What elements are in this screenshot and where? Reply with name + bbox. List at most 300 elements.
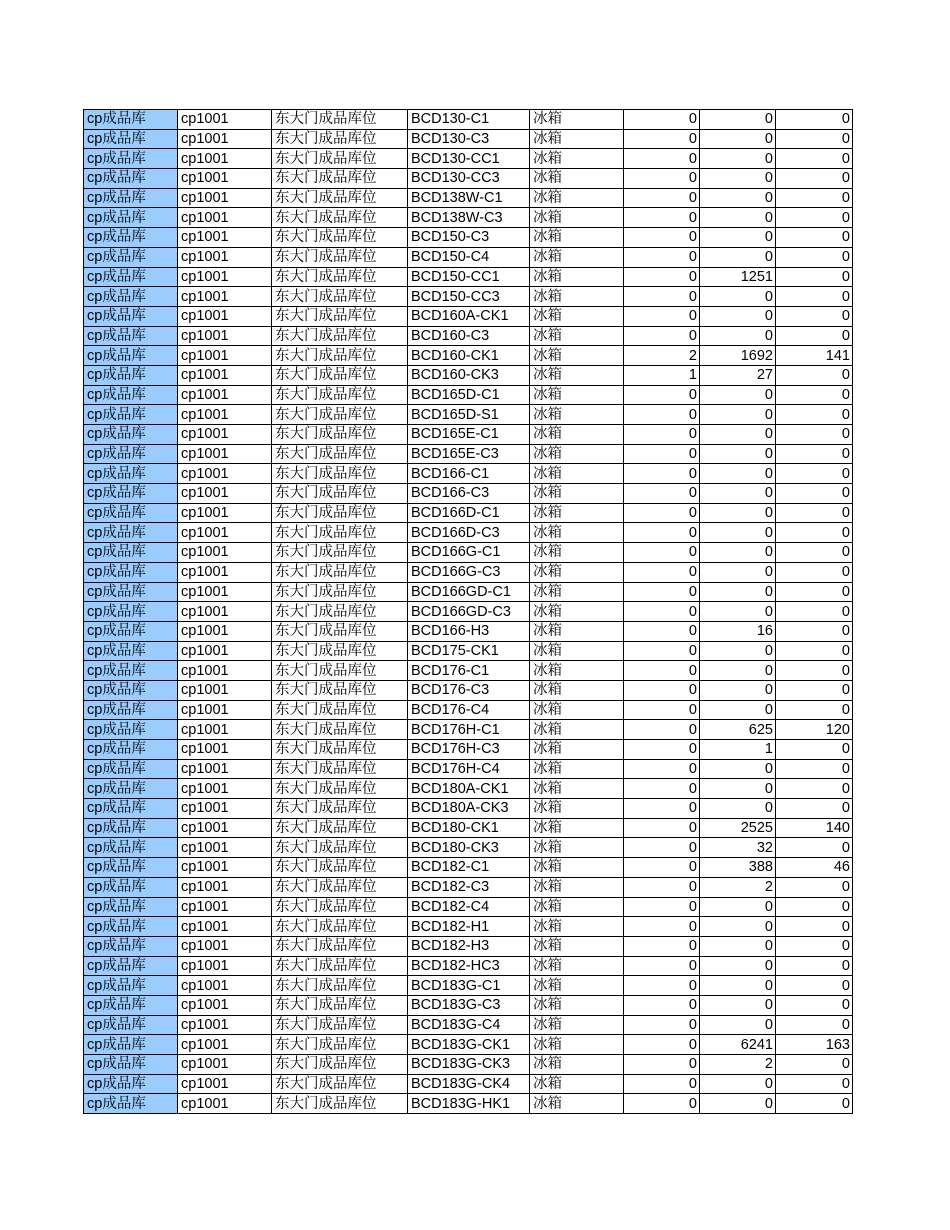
qty2-cell[interactable]: 0 [700, 425, 776, 445]
warehouse-code-cell[interactable]: cp1001 [178, 838, 272, 858]
warehouse-cell[interactable]: cp成品库 [84, 247, 178, 267]
qty1-cell[interactable]: 0 [624, 326, 700, 346]
location-cell[interactable]: 东大门成品库位 [272, 543, 408, 563]
category-cell[interactable]: 冰箱 [530, 680, 624, 700]
qty3-cell[interactable]: 0 [776, 976, 853, 996]
warehouse-code-cell[interactable]: cp1001 [178, 779, 272, 799]
model-cell[interactable]: BCD166GD-C3 [408, 602, 530, 622]
warehouse-code-cell[interactable]: cp1001 [178, 995, 272, 1015]
model-cell[interactable]: BCD183G-C3 [408, 995, 530, 1015]
warehouse-code-cell[interactable]: cp1001 [178, 208, 272, 228]
category-cell[interactable]: 冰箱 [530, 818, 624, 838]
category-cell[interactable]: 冰箱 [530, 661, 624, 681]
category-cell[interactable]: 冰箱 [530, 346, 624, 366]
location-cell[interactable]: 东大门成品库位 [272, 1035, 408, 1055]
qty3-cell[interactable]: 0 [776, 543, 853, 563]
category-cell[interactable]: 冰箱 [530, 700, 624, 720]
qty2-cell[interactable]: 0 [700, 917, 776, 937]
qty1-cell[interactable]: 0 [624, 188, 700, 208]
qty1-cell[interactable]: 0 [624, 425, 700, 445]
category-cell[interactable]: 冰箱 [530, 365, 624, 385]
qty3-cell[interactable]: 0 [776, 1094, 853, 1114]
qty2-cell[interactable]: 0 [700, 680, 776, 700]
location-cell[interactable]: 东大门成品库位 [272, 169, 408, 189]
qty2-cell[interactable]: 0 [700, 444, 776, 464]
warehouse-cell[interactable]: cp成品库 [84, 759, 178, 779]
qty1-cell[interactable]: 0 [624, 444, 700, 464]
model-cell[interactable]: BCD176H-C1 [408, 720, 530, 740]
qty2-cell[interactable]: 2525 [700, 818, 776, 838]
location-cell[interactable]: 东大门成品库位 [272, 582, 408, 602]
qty2-cell[interactable]: 27 [700, 365, 776, 385]
location-cell[interactable]: 东大门成品库位 [272, 740, 408, 760]
qty3-cell[interactable]: 0 [776, 503, 853, 523]
category-cell[interactable]: 冰箱 [530, 740, 624, 760]
qty3-cell[interactable]: 0 [776, 779, 853, 799]
warehouse-cell[interactable]: cp成品库 [84, 621, 178, 641]
qty1-cell[interactable]: 0 [624, 306, 700, 326]
warehouse-code-cell[interactable]: cp1001 [178, 700, 272, 720]
qty2-cell[interactable]: 0 [700, 995, 776, 1015]
qty3-cell[interactable]: 0 [776, 385, 853, 405]
warehouse-cell[interactable]: cp成品库 [84, 149, 178, 169]
category-cell[interactable]: 冰箱 [530, 523, 624, 543]
warehouse-code-cell[interactable]: cp1001 [178, 523, 272, 543]
warehouse-code-cell[interactable]: cp1001 [178, 917, 272, 937]
qty3-cell[interactable]: 0 [776, 247, 853, 267]
category-cell[interactable]: 冰箱 [530, 385, 624, 405]
location-cell[interactable]: 东大门成品库位 [272, 680, 408, 700]
warehouse-cell[interactable]: cp成品库 [84, 641, 178, 661]
location-cell[interactable]: 东大门成品库位 [272, 759, 408, 779]
location-cell[interactable]: 东大门成品库位 [272, 385, 408, 405]
qty1-cell[interactable]: 0 [624, 149, 700, 169]
warehouse-cell[interactable]: cp成品库 [84, 838, 178, 858]
qty1-cell[interactable]: 0 [624, 1035, 700, 1055]
qty2-cell[interactable]: 0 [700, 661, 776, 681]
qty1-cell[interactable]: 0 [624, 582, 700, 602]
qty2-cell[interactable]: 0 [700, 759, 776, 779]
category-cell[interactable]: 冰箱 [530, 503, 624, 523]
warehouse-code-cell[interactable]: cp1001 [178, 1055, 272, 1075]
category-cell[interactable]: 冰箱 [530, 838, 624, 858]
qty1-cell[interactable]: 0 [624, 484, 700, 504]
model-cell[interactable]: BCD160-CK1 [408, 346, 530, 366]
category-cell[interactable]: 冰箱 [530, 995, 624, 1015]
qty3-cell[interactable]: 141 [776, 346, 853, 366]
qty1-cell[interactable]: 0 [624, 680, 700, 700]
warehouse-cell[interactable]: cp成品库 [84, 680, 178, 700]
warehouse-cell[interactable]: cp成品库 [84, 169, 178, 189]
warehouse-code-cell[interactable]: cp1001 [178, 759, 272, 779]
warehouse-code-cell[interactable]: cp1001 [178, 562, 272, 582]
category-cell[interactable]: 冰箱 [530, 149, 624, 169]
category-cell[interactable]: 冰箱 [530, 208, 624, 228]
qty1-cell[interactable]: 0 [624, 838, 700, 858]
warehouse-code-cell[interactable]: cp1001 [178, 1015, 272, 1035]
qty2-cell[interactable]: 2 [700, 1055, 776, 1075]
model-cell[interactable]: BCD180A-CK3 [408, 799, 530, 819]
qty1-cell[interactable]: 0 [624, 523, 700, 543]
model-cell[interactable]: BCD182-HC3 [408, 956, 530, 976]
warehouse-code-cell[interactable]: cp1001 [178, 877, 272, 897]
qty2-cell[interactable]: 16 [700, 621, 776, 641]
warehouse-cell[interactable]: cp成品库 [84, 208, 178, 228]
location-cell[interactable]: 东大门成品库位 [272, 995, 408, 1015]
model-cell[interactable]: BCD180-CK3 [408, 838, 530, 858]
qty1-cell[interactable]: 0 [624, 740, 700, 760]
qty1-cell[interactable]: 0 [624, 759, 700, 779]
category-cell[interactable]: 冰箱 [530, 602, 624, 622]
qty1-cell[interactable]: 0 [624, 228, 700, 248]
category-cell[interactable]: 冰箱 [530, 110, 624, 130]
category-cell[interactable]: 冰箱 [530, 877, 624, 897]
category-cell[interactable]: 冰箱 [530, 621, 624, 641]
qty1-cell[interactable]: 0 [624, 247, 700, 267]
qty1-cell[interactable]: 0 [624, 917, 700, 937]
qty1-cell[interactable]: 0 [624, 720, 700, 740]
warehouse-code-cell[interactable]: cp1001 [178, 1074, 272, 1094]
qty2-cell[interactable]: 0 [700, 306, 776, 326]
qty1-cell[interactable]: 0 [624, 956, 700, 976]
qty3-cell[interactable]: 0 [776, 582, 853, 602]
warehouse-cell[interactable]: cp成品库 [84, 956, 178, 976]
location-cell[interactable]: 东大门成品库位 [272, 897, 408, 917]
warehouse-cell[interactable]: cp成品库 [84, 188, 178, 208]
qty3-cell[interactable]: 0 [776, 228, 853, 248]
warehouse-code-cell[interactable]: cp1001 [178, 720, 272, 740]
model-cell[interactable]: BCD166GD-C1 [408, 582, 530, 602]
qty3-cell[interactable]: 0 [776, 936, 853, 956]
qty1-cell[interactable]: 0 [624, 621, 700, 641]
location-cell[interactable]: 东大门成品库位 [272, 464, 408, 484]
qty2-cell[interactable]: 625 [700, 720, 776, 740]
model-cell[interactable]: BCD176-C1 [408, 661, 530, 681]
warehouse-code-cell[interactable]: cp1001 [178, 897, 272, 917]
warehouse-cell[interactable]: cp成品库 [84, 425, 178, 445]
qty3-cell[interactable]: 0 [776, 1015, 853, 1035]
qty2-cell[interactable]: 0 [700, 149, 776, 169]
category-cell[interactable]: 冰箱 [530, 188, 624, 208]
qty1-cell[interactable]: 0 [624, 287, 700, 307]
warehouse-cell[interactable]: cp成品库 [84, 306, 178, 326]
qty3-cell[interactable]: 0 [776, 287, 853, 307]
warehouse-cell[interactable]: cp成品库 [84, 818, 178, 838]
qty3-cell[interactable]: 0 [776, 1074, 853, 1094]
category-cell[interactable]: 冰箱 [530, 720, 624, 740]
warehouse-cell[interactable]: cp成品库 [84, 582, 178, 602]
qty2-cell[interactable]: 0 [700, 562, 776, 582]
model-cell[interactable]: BCD166-C1 [408, 464, 530, 484]
qty3-cell[interactable]: 120 [776, 720, 853, 740]
qty1-cell[interactable]: 0 [624, 562, 700, 582]
qty3-cell[interactable]: 140 [776, 818, 853, 838]
model-cell[interactable]: BCD183G-CK1 [408, 1035, 530, 1055]
location-cell[interactable]: 东大门成品库位 [272, 799, 408, 819]
model-cell[interactable]: BCD130-C3 [408, 129, 530, 149]
model-cell[interactable]: BCD165D-C1 [408, 385, 530, 405]
warehouse-code-cell[interactable]: cp1001 [178, 641, 272, 661]
qty2-cell[interactable]: 0 [700, 897, 776, 917]
qty2-cell[interactable]: 388 [700, 858, 776, 878]
qty1-cell[interactable]: 1 [624, 365, 700, 385]
warehouse-code-cell[interactable]: cp1001 [178, 188, 272, 208]
qty3-cell[interactable]: 0 [776, 1055, 853, 1075]
qty3-cell[interactable]: 0 [776, 621, 853, 641]
model-cell[interactable]: BCD166G-C3 [408, 562, 530, 582]
qty1-cell[interactable]: 0 [624, 818, 700, 838]
model-cell[interactable]: BCD150-CC3 [408, 287, 530, 307]
qty1-cell[interactable]: 0 [624, 877, 700, 897]
qty1-cell[interactable]: 0 [624, 700, 700, 720]
model-cell[interactable]: BCD183G-C4 [408, 1015, 530, 1035]
location-cell[interactable]: 东大门成品库位 [272, 503, 408, 523]
location-cell[interactable]: 东大门成品库位 [272, 405, 408, 425]
warehouse-code-cell[interactable]: cp1001 [178, 543, 272, 563]
model-cell[interactable]: BCD182-H3 [408, 936, 530, 956]
qty2-cell[interactable]: 0 [700, 582, 776, 602]
location-cell[interactable]: 东大门成品库位 [272, 228, 408, 248]
model-cell[interactable]: BCD130-CC1 [408, 149, 530, 169]
location-cell[interactable]: 东大门成品库位 [272, 425, 408, 445]
qty1-cell[interactable]: 0 [624, 976, 700, 996]
qty2-cell[interactable]: 0 [700, 799, 776, 819]
warehouse-code-cell[interactable]: cp1001 [178, 169, 272, 189]
qty1-cell[interactable]: 0 [624, 110, 700, 130]
category-cell[interactable]: 冰箱 [530, 326, 624, 346]
warehouse-code-cell[interactable]: cp1001 [178, 365, 272, 385]
qty3-cell[interactable]: 0 [776, 956, 853, 976]
qty3-cell[interactable]: 0 [776, 523, 853, 543]
category-cell[interactable]: 冰箱 [530, 444, 624, 464]
qty3-cell[interactable]: 163 [776, 1035, 853, 1055]
model-cell[interactable]: BCD166D-C3 [408, 523, 530, 543]
model-cell[interactable]: BCD180A-CK1 [408, 779, 530, 799]
warehouse-cell[interactable]: cp成品库 [84, 1094, 178, 1114]
location-cell[interactable]: 东大门成品库位 [272, 838, 408, 858]
qty1-cell[interactable]: 0 [624, 543, 700, 563]
qty2-cell[interactable]: 1 [700, 740, 776, 760]
qty3-cell[interactable]: 46 [776, 858, 853, 878]
location-cell[interactable]: 东大门成品库位 [272, 188, 408, 208]
warehouse-code-cell[interactable]: cp1001 [178, 267, 272, 287]
warehouse-cell[interactable]: cp成品库 [84, 995, 178, 1015]
model-cell[interactable]: BCD183G-CK4 [408, 1074, 530, 1094]
model-cell[interactable]: BCD130-C1 [408, 110, 530, 130]
category-cell[interactable]: 冰箱 [530, 228, 624, 248]
qty3-cell[interactable]: 0 [776, 110, 853, 130]
qty3-cell[interactable]: 0 [776, 208, 853, 228]
warehouse-code-cell[interactable]: cp1001 [178, 936, 272, 956]
warehouse-cell[interactable]: cp成品库 [84, 503, 178, 523]
warehouse-cell[interactable]: cp成品库 [84, 1035, 178, 1055]
warehouse-cell[interactable]: cp成品库 [84, 1055, 178, 1075]
model-cell[interactable]: BCD176-C3 [408, 680, 530, 700]
location-cell[interactable]: 东大门成品库位 [272, 956, 408, 976]
location-cell[interactable]: 东大门成品库位 [272, 818, 408, 838]
model-cell[interactable]: BCD130-CC3 [408, 169, 530, 189]
qty2-cell[interactable]: 0 [700, 1074, 776, 1094]
qty3-cell[interactable]: 0 [776, 562, 853, 582]
qty1-cell[interactable]: 0 [624, 641, 700, 661]
model-cell[interactable]: BCD176H-C3 [408, 740, 530, 760]
qty3-cell[interactable]: 0 [776, 405, 853, 425]
qty1-cell[interactable]: 0 [624, 405, 700, 425]
category-cell[interactable]: 冰箱 [530, 129, 624, 149]
warehouse-cell[interactable]: cp成品库 [84, 720, 178, 740]
warehouse-code-cell[interactable]: cp1001 [178, 149, 272, 169]
model-cell[interactable]: BCD150-CC1 [408, 267, 530, 287]
model-cell[interactable]: BCD160-C3 [408, 326, 530, 346]
qty2-cell[interactable]: 0 [700, 523, 776, 543]
warehouse-cell[interactable]: cp成品库 [84, 464, 178, 484]
category-cell[interactable]: 冰箱 [530, 582, 624, 602]
warehouse-code-cell[interactable]: cp1001 [178, 818, 272, 838]
warehouse-code-cell[interactable]: cp1001 [178, 621, 272, 641]
qty3-cell[interactable]: 0 [776, 897, 853, 917]
qty2-cell[interactable]: 1692 [700, 346, 776, 366]
location-cell[interactable]: 东大门成品库位 [272, 326, 408, 346]
qty3-cell[interactable]: 0 [776, 306, 853, 326]
warehouse-code-cell[interactable]: cp1001 [178, 405, 272, 425]
warehouse-cell[interactable]: cp成品库 [84, 700, 178, 720]
warehouse-cell[interactable]: cp成品库 [84, 877, 178, 897]
category-cell[interactable]: 冰箱 [530, 799, 624, 819]
location-cell[interactable]: 东大门成品库位 [272, 602, 408, 622]
warehouse-cell[interactable]: cp成品库 [84, 799, 178, 819]
warehouse-code-cell[interactable]: cp1001 [178, 680, 272, 700]
qty3-cell[interactable]: 0 [776, 169, 853, 189]
warehouse-code-cell[interactable]: cp1001 [178, 582, 272, 602]
qty2-cell[interactable]: 0 [700, 641, 776, 661]
model-cell[interactable]: BCD166-C3 [408, 484, 530, 504]
warehouse-code-cell[interactable]: cp1001 [178, 799, 272, 819]
qty3-cell[interactable]: 0 [776, 995, 853, 1015]
warehouse-cell[interactable]: cp成品库 [84, 346, 178, 366]
warehouse-cell[interactable]: cp成品库 [84, 385, 178, 405]
warehouse-cell[interactable]: cp成品库 [84, 287, 178, 307]
category-cell[interactable]: 冰箱 [530, 1015, 624, 1035]
category-cell[interactable]: 冰箱 [530, 1074, 624, 1094]
qty2-cell[interactable]: 32 [700, 838, 776, 858]
warehouse-cell[interactable]: cp成品库 [84, 562, 178, 582]
category-cell[interactable]: 冰箱 [530, 956, 624, 976]
qty3-cell[interactable]: 0 [776, 188, 853, 208]
qty3-cell[interactable]: 0 [776, 267, 853, 287]
model-cell[interactable]: BCD182-C3 [408, 877, 530, 897]
model-cell[interactable]: BCD176-C4 [408, 700, 530, 720]
qty3-cell[interactable]: 0 [776, 680, 853, 700]
qty1-cell[interactable]: 0 [624, 602, 700, 622]
warehouse-cell[interactable]: cp成品库 [84, 110, 178, 130]
qty1-cell[interactable]: 0 [624, 464, 700, 484]
warehouse-cell[interactable]: cp成品库 [84, 326, 178, 346]
model-cell[interactable]: BCD166-H3 [408, 621, 530, 641]
location-cell[interactable]: 东大门成品库位 [272, 247, 408, 267]
warehouse-cell[interactable]: cp成品库 [84, 444, 178, 464]
qty2-cell[interactable]: 0 [700, 956, 776, 976]
category-cell[interactable]: 冰箱 [530, 976, 624, 996]
qty1-cell[interactable]: 2 [624, 346, 700, 366]
model-cell[interactable]: BCD166D-C1 [408, 503, 530, 523]
qty3-cell[interactable]: 0 [776, 484, 853, 504]
qty2-cell[interactable]: 0 [700, 1094, 776, 1114]
location-cell[interactable]: 东大门成品库位 [272, 208, 408, 228]
location-cell[interactable]: 东大门成品库位 [272, 720, 408, 740]
qty3-cell[interactable]: 0 [776, 759, 853, 779]
qty1-cell[interactable]: 0 [624, 169, 700, 189]
warehouse-cell[interactable]: cp成品库 [84, 740, 178, 760]
category-cell[interactable]: 冰箱 [530, 779, 624, 799]
qty1-cell[interactable]: 0 [624, 799, 700, 819]
qty1-cell[interactable]: 0 [624, 779, 700, 799]
qty2-cell[interactable]: 6241 [700, 1035, 776, 1055]
category-cell[interactable]: 冰箱 [530, 425, 624, 445]
qty2-cell[interactable]: 0 [700, 208, 776, 228]
location-cell[interactable]: 东大门成品库位 [272, 917, 408, 937]
qty1-cell[interactable]: 0 [624, 858, 700, 878]
warehouse-code-cell[interactable]: cp1001 [178, 1035, 272, 1055]
category-cell[interactable]: 冰箱 [530, 897, 624, 917]
location-cell[interactable]: 东大门成品库位 [272, 287, 408, 307]
warehouse-code-cell[interactable]: cp1001 [178, 484, 272, 504]
warehouse-cell[interactable]: cp成品库 [84, 1074, 178, 1094]
location-cell[interactable]: 东大门成品库位 [272, 129, 408, 149]
location-cell[interactable]: 东大门成品库位 [272, 523, 408, 543]
warehouse-cell[interactable]: cp成品库 [84, 405, 178, 425]
warehouse-cell[interactable]: cp成品库 [84, 976, 178, 996]
warehouse-code-cell[interactable]: cp1001 [178, 287, 272, 307]
qty1-cell[interactable]: 0 [624, 1074, 700, 1094]
qty3-cell[interactable]: 0 [776, 326, 853, 346]
model-cell[interactable]: BCD176H-C4 [408, 759, 530, 779]
qty2-cell[interactable]: 0 [700, 779, 776, 799]
location-cell[interactable]: 东大门成品库位 [272, 444, 408, 464]
category-cell[interactable]: 冰箱 [530, 759, 624, 779]
location-cell[interactable]: 东大门成品库位 [272, 306, 408, 326]
location-cell[interactable]: 东大门成品库位 [272, 562, 408, 582]
warehouse-cell[interactable]: cp成品库 [84, 543, 178, 563]
qty1-cell[interactable]: 0 [624, 936, 700, 956]
location-cell[interactable]: 东大门成品库位 [272, 110, 408, 130]
warehouse-cell[interactable]: cp成品库 [84, 936, 178, 956]
qty3-cell[interactable]: 0 [776, 602, 853, 622]
warehouse-code-cell[interactable]: cp1001 [178, 661, 272, 681]
model-cell[interactable]: BCD160A-CK1 [408, 306, 530, 326]
qty3-cell[interactable]: 0 [776, 444, 853, 464]
warehouse-code-cell[interactable]: cp1001 [178, 228, 272, 248]
warehouse-code-cell[interactable]: cp1001 [178, 740, 272, 760]
qty3-cell[interactable]: 0 [776, 838, 853, 858]
model-cell[interactable]: BCD182-C4 [408, 897, 530, 917]
model-cell[interactable]: BCD138W-C3 [408, 208, 530, 228]
model-cell[interactable]: BCD183G-HK1 [408, 1094, 530, 1114]
location-cell[interactable]: 东大门成品库位 [272, 700, 408, 720]
location-cell[interactable]: 东大门成品库位 [272, 936, 408, 956]
qty1-cell[interactable]: 0 [624, 385, 700, 405]
qty2-cell[interactable]: 0 [700, 326, 776, 346]
warehouse-code-cell[interactable]: cp1001 [178, 110, 272, 130]
model-cell[interactable]: BCD165D-S1 [408, 405, 530, 425]
warehouse-code-cell[interactable]: cp1001 [178, 956, 272, 976]
qty2-cell[interactable]: 0 [700, 464, 776, 484]
qty3-cell[interactable]: 0 [776, 464, 853, 484]
model-cell[interactable]: BCD138W-C1 [408, 188, 530, 208]
category-cell[interactable]: 冰箱 [530, 484, 624, 504]
category-cell[interactable]: 冰箱 [530, 936, 624, 956]
qty3-cell[interactable]: 0 [776, 661, 853, 681]
category-cell[interactable]: 冰箱 [530, 1094, 624, 1114]
